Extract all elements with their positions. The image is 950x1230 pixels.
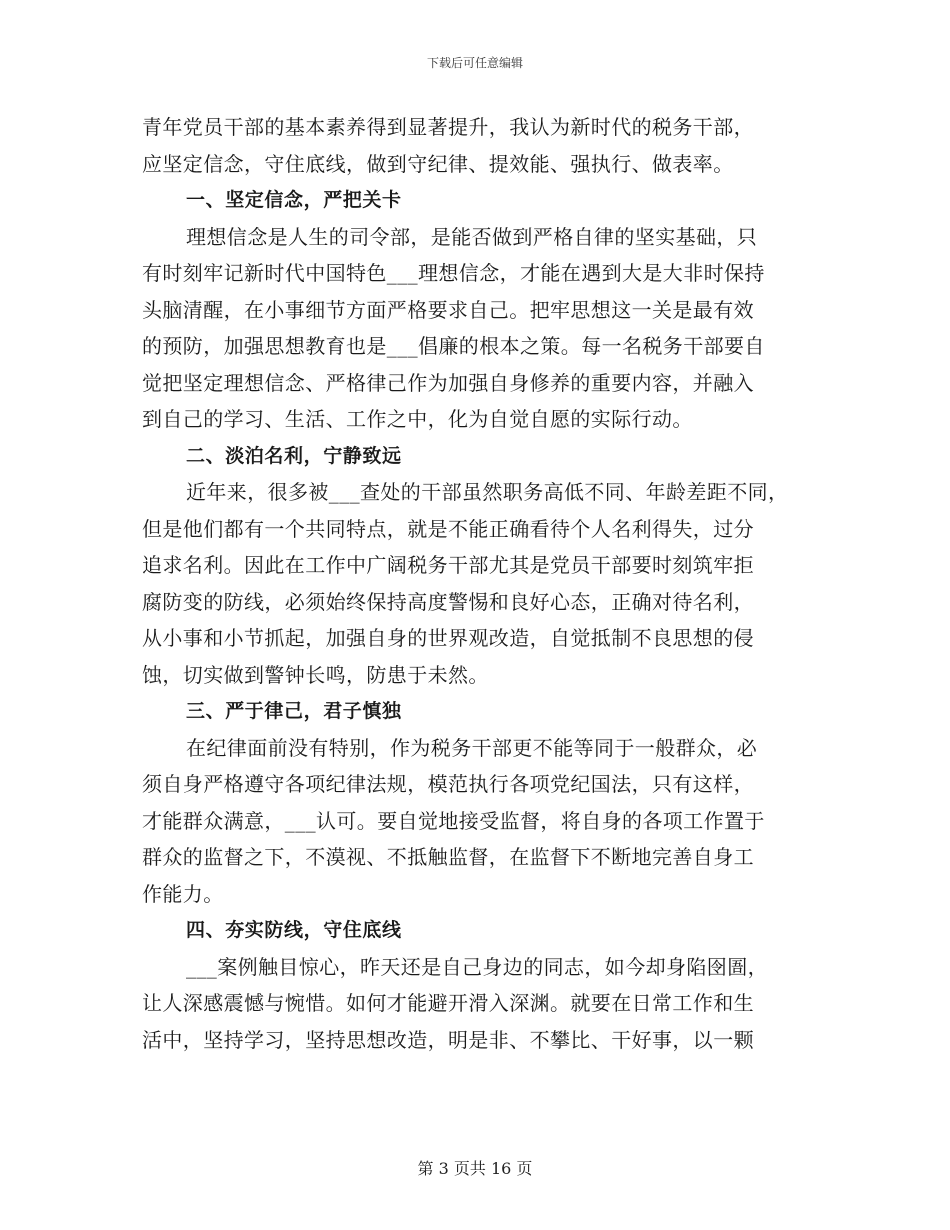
body-line: 理想信念是人生的司令部，是能否做到严格自律的坚实基础，只 xyxy=(186,224,758,249)
section-heading-2: 二、淡泊名利，宁静致远 xyxy=(186,444,402,467)
body-line: 在纪律面前没有特别，作为税务干部更不能等同于一般群众，必 xyxy=(186,735,758,760)
body-line: 近年来，很多被___查处的干部虽然职务高低不同、年龄差距不同， xyxy=(186,480,789,504)
page-number-footer: 第 3 页共 16 页 xyxy=(417,1159,533,1178)
body-line: 群众的监督之下，不漠视、不抵触监督，在监督下不断地完善自身工 xyxy=(142,845,754,869)
body-line: ___案例触目惊心，昨天还是自己身边的同志，如今却身陷囹圄， xyxy=(186,954,768,979)
document-body xyxy=(142,109,822,1058)
body-line: 有时刻牢记新时代中国特色___理想信念，才能在遇到大是大非时保持 xyxy=(142,261,765,285)
body-line: 追求名利。因此在工作中广阔税务干部尤其是党员干部要时刻筑牢拒 xyxy=(142,553,754,577)
body-line: 让人深感震憾与惋惜。如何才能避开滑入深渊。就要在日常工作和生 xyxy=(142,991,754,1015)
body-line: 才能群众满意，___认可。要自觉地接受监督，将自身的各项工作置于 xyxy=(142,808,765,833)
body-line: 作能力。 xyxy=(142,881,224,906)
body-line: 觉把坚定理想信念、严格律己作为加强自身修养的重要内容，并融入 xyxy=(142,370,754,395)
body-line: 活中，坚持学习，坚持思想改造，明是非、不攀比、干好事，以一颗 xyxy=(142,1027,754,1052)
section-heading-3: 三、严于律己，君子慎独 xyxy=(186,700,402,722)
page-header-note: 下载后可任意编辑 xyxy=(426,56,523,70)
body-line: 头脑清醒，在小事细节方面严格要求自己。把牢思想这一关是最有效 xyxy=(142,297,754,322)
section-heading-1: 一、坚定信念，严把关卡 xyxy=(186,189,402,211)
body-line: 须自身严格遵守各项纪律法规，模范执行各项党纪国法，只有这样， xyxy=(142,772,754,796)
body-line: 的预防，加强思想教育也是___倡廉的根本之策。每一名税务干部要自 xyxy=(142,334,765,358)
body-line: 从小事和小节抓起，加强自身的世界观改造，自觉抵制不良思想的侵 xyxy=(142,626,754,650)
body-line: 蚀，切实做到警钟长鸣，防患于未然。 xyxy=(142,662,489,687)
body-line: 青年党员干部的基本素养得到显著提升，我认为新时代的税务干部， xyxy=(142,115,754,139)
section-heading-4: 四、夯实防线，守住底线 xyxy=(186,919,402,941)
body-line: 到自己的学习、生活、工作之中，化为自觉自愿的实际行动。 xyxy=(142,407,693,431)
body-line: 应坚定信念，守住底线，做到守纪律、提效能、强执行、做表率。 xyxy=(142,151,734,176)
body-line: 但是他们都有一个共同特点，就是不能正确看待个人名利得失，过分 xyxy=(142,516,754,541)
body-line: 腐防变的防线，必须始终保持高度警惕和良好心态，正确对待名利， xyxy=(142,589,754,614)
